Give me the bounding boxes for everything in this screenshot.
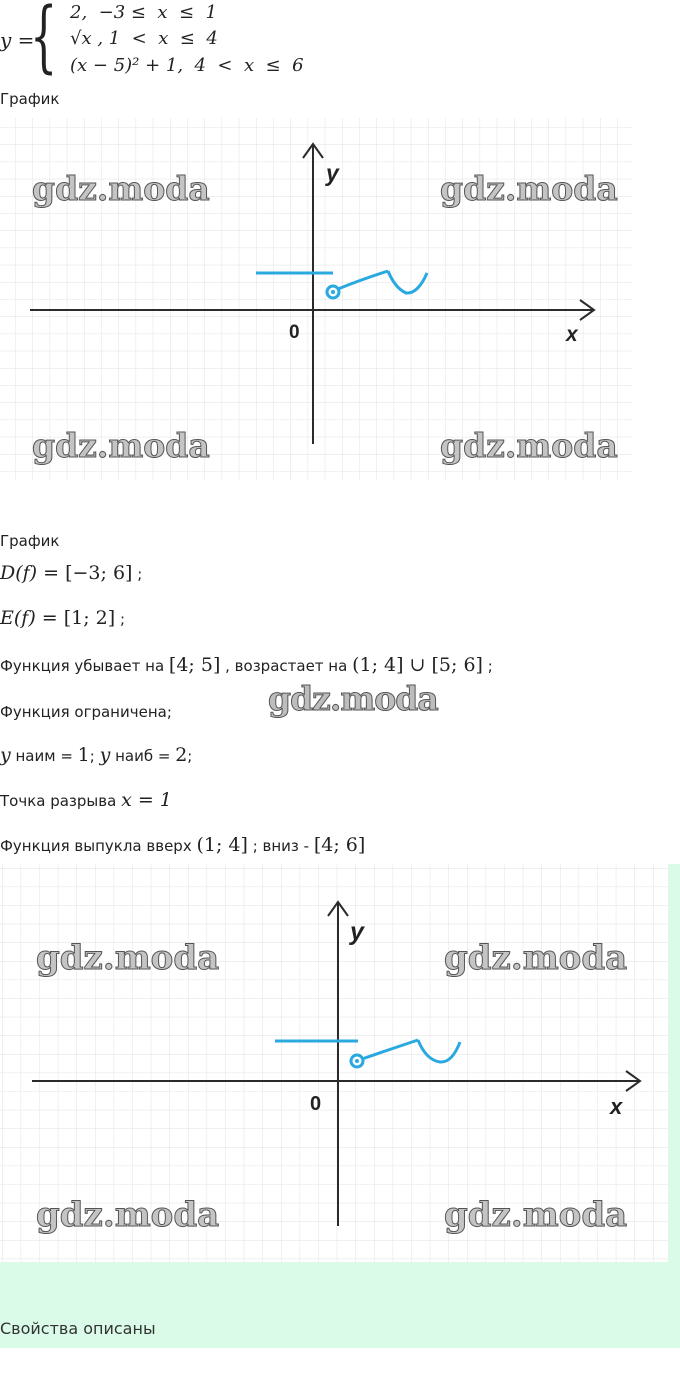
watermark: gdz.moda — [32, 426, 210, 465]
domain-lhs: D(f) — [0, 562, 38, 584]
monotonic-text-1: Функция убывает на — [0, 657, 169, 675]
y-max-symbol: y — [99, 744, 111, 766]
watermark: gdz.moda — [444, 938, 628, 978]
y-min-value: 1 — [77, 744, 90, 766]
case-1: 2, −3 ≤ x ≤ 1 — [70, 2, 217, 23]
open-point-center — [355, 1059, 359, 1063]
domain-value: [−3; 6] — [65, 562, 133, 584]
answer-footer — [0, 1262, 680, 1348]
bounded-line: Функция ограничена; — [0, 703, 172, 721]
range-lhs: E(f) — [0, 607, 36, 629]
function-graph-1 — [0, 108, 632, 480]
increasing-interval: (1; 4] ∪ [5; 6] — [352, 654, 483, 676]
range-value: [1; 2] — [63, 607, 116, 629]
graph-svg-2 — [0, 864, 680, 1262]
origin-label: 0 — [289, 322, 300, 343]
range-eq: = — [35, 607, 64, 629]
monotonic-line — [0, 654, 493, 676]
footer-text: Свойства описаны — [0, 1319, 156, 1338]
convex-up-interval: (1; 4] — [196, 834, 248, 856]
x-axis-label: x — [610, 1094, 623, 1119]
watermark: gdz.moda — [36, 1195, 220, 1235]
function-lhs: y = — [0, 28, 35, 52]
watermark: gdz.moda — [444, 1195, 628, 1235]
y-max-value: 2 — [175, 744, 188, 766]
discontinuity-line — [0, 789, 172, 811]
y-max-text: наиб = — [110, 747, 176, 765]
y-axis-label: y — [326, 160, 339, 186]
discontinuity-point: x = 1 — [121, 789, 172, 811]
x-axis-label: x — [566, 323, 578, 346]
graph-svg-1 — [0, 108, 632, 480]
range-line — [0, 607, 125, 629]
range-end: ; — [115, 610, 126, 628]
discontinuity-text: Точка разрыва — [0, 792, 122, 810]
y-axis-label: y — [350, 918, 364, 946]
convexity-line — [0, 834, 365, 856]
case-2: √x , 1 < x ≤ 4 — [70, 28, 218, 49]
extrema-end: ; — [187, 747, 193, 765]
function-graph-2 — [0, 864, 680, 1262]
monotonic-text-3: ; — [482, 657, 493, 675]
domain-line — [0, 562, 142, 584]
watermark: gdz.moda — [440, 169, 618, 208]
watermark: gdz.moda — [440, 426, 618, 465]
monotonic-text-2: , возрастает на — [220, 657, 353, 675]
domain-end: ; — [132, 565, 143, 583]
y-min-text: наим = — [10, 747, 78, 765]
watermark: gdz.moda — [32, 169, 210, 208]
decreasing-interval: [4; 5] — [168, 654, 221, 676]
case-3: (x − 5)² + 1, 4 < x ≤ 6 — [70, 55, 304, 76]
graph-caption-1: График — [0, 90, 60, 108]
origin-label: 0 — [310, 1093, 322, 1115]
convexity-text-1: Функция выпукла вверх — [0, 837, 197, 855]
watermark: gdz.moda — [36, 938, 220, 978]
convexity-text-2: ; вниз - — [247, 837, 314, 855]
y-min-symbol: y — [0, 744, 11, 766]
left-brace: { — [30, 0, 58, 82]
domain-eq: = — [37, 562, 66, 584]
convex-down-interval: [4; 6] — [313, 834, 366, 856]
piecewise-function — [0, 0, 400, 82]
graph-caption-2: График — [0, 532, 60, 550]
watermark: gdz.moda — [268, 679, 438, 718]
open-point-center — [331, 290, 335, 294]
extrema-line — [0, 744, 192, 766]
extrema-sep: ; — [89, 747, 100, 765]
